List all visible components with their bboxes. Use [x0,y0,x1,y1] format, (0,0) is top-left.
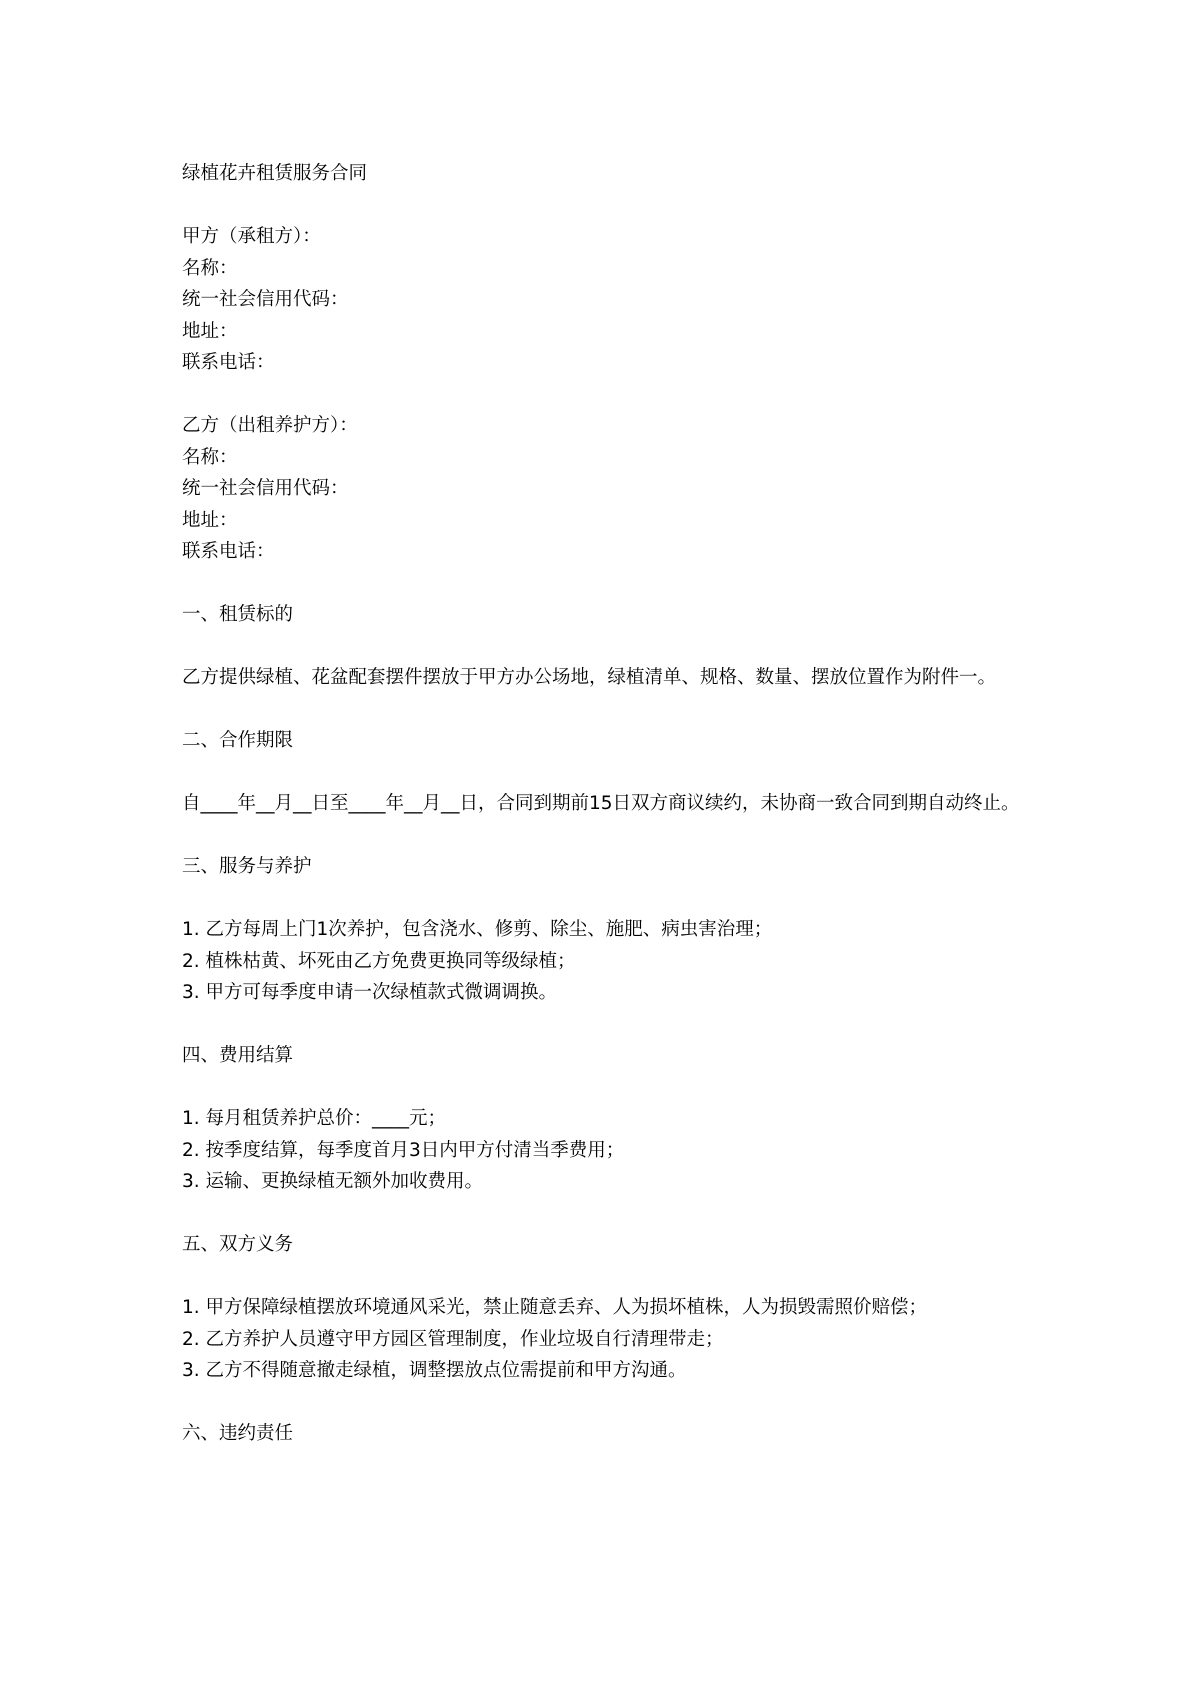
party-a-credit-code: 统一社会信用代码： [182,289,349,310]
section-5-item-2: 2. 乙方养护人员遵守甲方园区管理制度，作业垃圾自行清理带走； [182,1328,724,1350]
section-5-item-1: 1. 甲方保障绿植摆放环境通风采光，禁止随意丢弃、人为损坏植株，人为损毁需照价赔偿； [182,1297,928,1318]
section-3-item-2: 2. 植株枯黄、坏死由乙方免费更换同等级绿植； [182,950,576,972]
party-a-name: 名称： [182,257,238,279]
section-heading-3: 三、服务与养护 [182,856,312,877]
section-body-2: 自____年__月__日至____年__月__日，合同到期前15日双方商议续约，未协商一致合同到期自动终止。 [182,793,1020,814]
section-heading-5: 五、双方义务 [182,1234,294,1255]
section-heading-1: 一、租赁标的 [182,604,294,625]
party-b-address: 地址： [182,509,238,531]
section-5-item-3: 3. 乙方不得随意撤走绿植，调整摆放点位需提前和甲方沟通。 [182,1360,687,1381]
section-3-item-3: 3. 甲方可每季度申请一次绿植款式微调调换。 [182,982,558,1003]
section-4-item-1: 1. 每月租赁养护总价：____元； [182,1108,447,1129]
party-b-heading: 乙方（出租养护方）： [182,415,358,436]
party-a-phone: 联系电话： [182,352,275,373]
section-heading-4: 四、费用结算 [182,1045,294,1066]
party-b-name: 名称： [182,446,238,468]
section-heading-6: 六、违约责任 [182,1423,294,1444]
document-body [182,158,1027,1450]
section-body-1: 乙方提供绿植、花盆配套摆件摆放于甲方办公场地，绿植清单、规格、数量、摆放位置作为附件一。 [182,667,997,688]
section-heading-2: 二、合作期限 [182,730,294,751]
document-title: 绿植花卉租赁服务合同 [182,163,368,184]
party-b-phone: 联系电话： [182,541,275,562]
party-a-heading: 甲方（承租方）： [182,226,321,247]
party-a-address: 地址： [182,320,238,342]
section-4-item-3: 3. 运输、更换绿植无额外加收费用。 [182,1171,484,1192]
party-b-credit-code: 统一社会信用代码： [182,478,349,499]
section-4-item-2: 2. 按季度结算，每季度首月3日内甲方付清当季费用； [182,1139,625,1161]
section-3-item-1: 1. 乙方每周上门1次养护，包含浇水、修剪、除尘、施肥、病虫害治理； [182,919,773,940]
